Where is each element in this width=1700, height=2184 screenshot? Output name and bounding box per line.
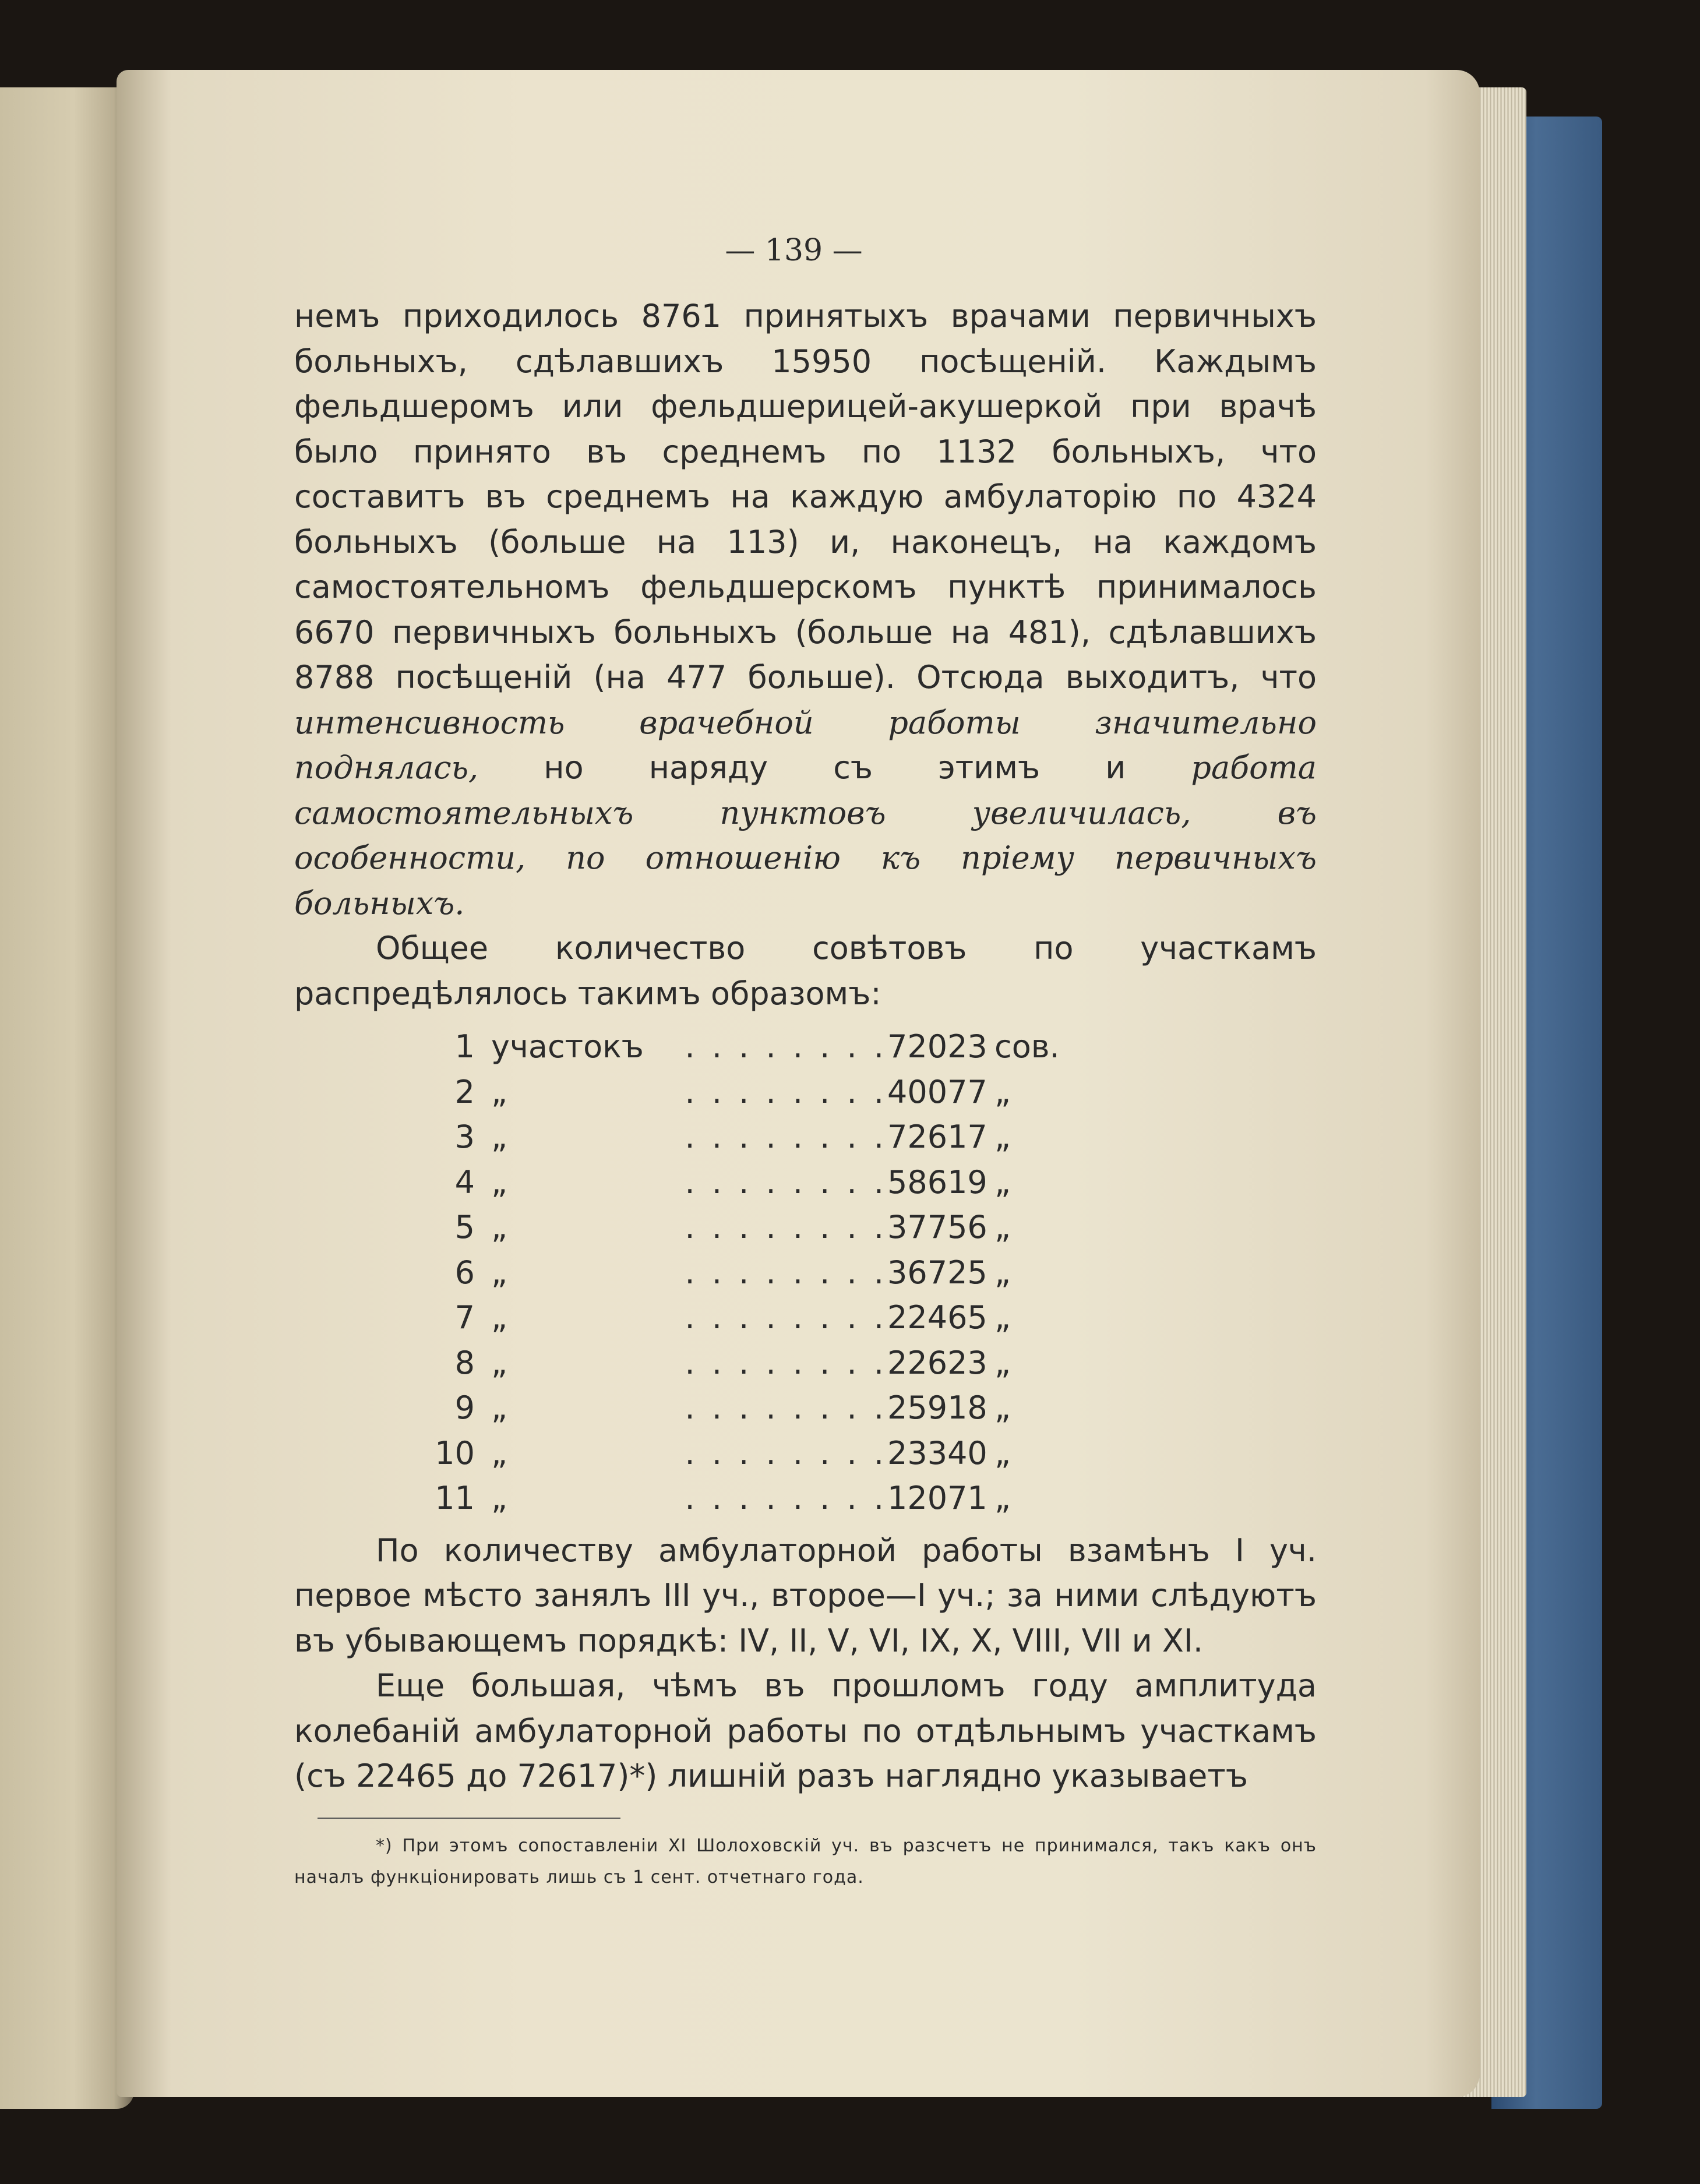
distribution-row-label: „	[491, 1480, 507, 1516]
distribution-row-value: 36725	[887, 1254, 987, 1291]
distribution-row-number: 7	[454, 1299, 475, 1336]
distribution-row-leader: . . . . . . . .	[685, 1434, 887, 1472]
distribution-row-number: 2	[454, 1073, 475, 1110]
distribution-row-leader: . . . . . . . .	[685, 1073, 887, 1110]
distribution-row	[434, 1160, 1317, 1205]
page-content	[294, 233, 1317, 1893]
distribution-row-number: 8	[454, 1344, 475, 1381]
distribution-row-unit: „	[994, 1209, 1011, 1246]
distribution-row-number: 3	[454, 1119, 475, 1155]
distribution-row-value: 58619	[887, 1163, 987, 1201]
paragraph-ranking: По количеству амбулаторной работы взамѣнъ I уч. первое мѣсто занялъ III уч., второе—I уч.; за ними слѣдуютъ въ убывающемъ порядкѣ: IV, II, V, VI, IX, X, VIII, VII и XI.	[294, 1532, 1317, 1659]
distribution-row-leader: . . . . . . . .	[685, 1028, 887, 1065]
distribution-row-unit: „	[994, 1344, 1011, 1381]
distribution-row	[434, 1340, 1317, 1386]
emphasis-independent-points: работа самостоятельныхъ пунктовъ увеличилась, въ особенности, по отношенію къ пріему первичныхъ больныхъ.	[294, 749, 1317, 922]
distribution-row-label: „	[491, 1344, 507, 1381]
distribution-row	[434, 1070, 1317, 1115]
paragraph-connector: но наряду съ этимъ и	[544, 749, 1126, 786]
distribution-row-unit: „	[994, 1163, 1011, 1201]
distribution-row	[434, 1476, 1317, 1521]
distribution-row	[434, 1114, 1317, 1160]
distribution-row-label: „	[491, 1119, 507, 1155]
distribution-row-number: 11	[435, 1480, 475, 1516]
distribution-row-label: участокъ	[491, 1028, 644, 1065]
distribution-row	[434, 1295, 1317, 1340]
distribution-row-leader: . . . . . . . .	[685, 1119, 887, 1155]
distribution-row-leader: . . . . . . . .	[685, 1254, 887, 1291]
distribution-row-number: 10	[435, 1434, 475, 1472]
emphasis-intensity: интенсивность врачебной работы значительно поднялась,	[294, 704, 1317, 786]
distribution-row-value: 72023	[887, 1028, 987, 1065]
distribution-row-unit: „	[994, 1389, 1011, 1426]
distribution-row-label: „	[491, 1254, 507, 1291]
distribution-row-number: 5	[454, 1209, 475, 1246]
distribution-row	[434, 1431, 1317, 1476]
distribution-row-leader: . . . . . . . .	[685, 1480, 887, 1516]
distribution-row-label: „	[491, 1434, 507, 1472]
distribution-row-value: 23340	[887, 1434, 987, 1472]
distribution-row-unit: „	[994, 1119, 1011, 1155]
distribution-row-label: „	[491, 1209, 507, 1246]
distribution-row-label: „	[491, 1163, 507, 1201]
distribution-row-unit: „	[994, 1480, 1011, 1516]
distribution-row-leader: . . . . . . . .	[685, 1209, 887, 1246]
distribution-row-value: 37756	[887, 1209, 987, 1246]
page-number: — 139 —	[725, 233, 863, 268]
distribution-row-value: 72617	[887, 1119, 987, 1155]
distribution-row-number: 9	[454, 1389, 475, 1426]
distribution-row	[434, 1024, 1317, 1070]
distribution-row-value: 40077	[887, 1073, 987, 1110]
distribution-row-leader: . . . . . . . .	[685, 1299, 887, 1336]
distribution-row-label: „	[491, 1299, 507, 1336]
distribution-intro: Общее количество совѣтовъ по участкамъ распредѣлялось такимъ образомъ:	[294, 930, 1317, 1012]
distribution-row-number: 1	[454, 1028, 475, 1065]
distribution-row-number: 4	[454, 1163, 475, 1201]
distribution-row-leader: . . . . . . . .	[685, 1389, 887, 1426]
distribution-row	[434, 1205, 1317, 1250]
paragraph-amplitude: Еще большая, чѣмъ въ прошломъ году амплитуда колебаній амбулаторной работы по отдѣльнымъ участкамъ (съ 22465 до 72617)*) лишній разъ наглядно указываетъ	[294, 1667, 1317, 1794]
paragraph-intensity	[294, 294, 1317, 926]
distribution-row	[434, 1250, 1317, 1296]
distribution-row	[434, 1385, 1317, 1431]
distribution-row-unit: сов.	[994, 1028, 1060, 1065]
left-page-edge	[0, 87, 134, 2109]
distribution-row-value: 22465	[887, 1299, 987, 1336]
distribution-row-number: 6	[454, 1254, 475, 1291]
distribution-table	[434, 1024, 1317, 1521]
distribution-row-value: 12071	[887, 1480, 987, 1516]
distribution-row-label: „	[491, 1073, 507, 1110]
distribution-row-leader: . . . . . . . .	[685, 1163, 887, 1201]
distribution-row-value: 22623	[887, 1344, 987, 1381]
footnote-divider	[318, 1818, 620, 1819]
distribution-row-unit: „	[994, 1073, 1011, 1110]
distribution-row-leader: . . . . . . . .	[685, 1344, 887, 1381]
paragraph-text: немъ приходилось 8761 принятыхъ врачами первичныхъ больныхъ, сдѣлавшихъ 15950 посѣщеній. Каждымъ фельдшеромъ или фельдшерицей-акушеркой при врачѣ было принято въ среднемъ по 1132 больныхъ, что составитъ въ среднемъ на каждую амбулаторію по 4324 больныхъ (больше на 113) и, наконецъ, на каждомъ самостоятельномъ фельдшерскомъ пунктѣ принималось 6670 первичныхъ больныхъ (больше на 481), сдѣлавшихъ 8788 посѣщеній (на 477 больше). Отсюда выходитъ, что	[294, 298, 1317, 696]
distribution-row-unit: „	[994, 1299, 1011, 1336]
distribution-row-unit: „	[994, 1434, 1011, 1472]
distribution-row-value: 25918	[887, 1389, 987, 1426]
distribution-row-label: „	[491, 1389, 507, 1426]
footnote: *) При этомъ сопоставленіи XI Шолоховскій уч. въ разсчетъ не принимался, такъ какъ онъ началъ функціонировать лишь съ 1 сент. отчетнаго года.	[294, 1835, 1317, 1887]
distribution-row-unit: „	[994, 1254, 1011, 1291]
